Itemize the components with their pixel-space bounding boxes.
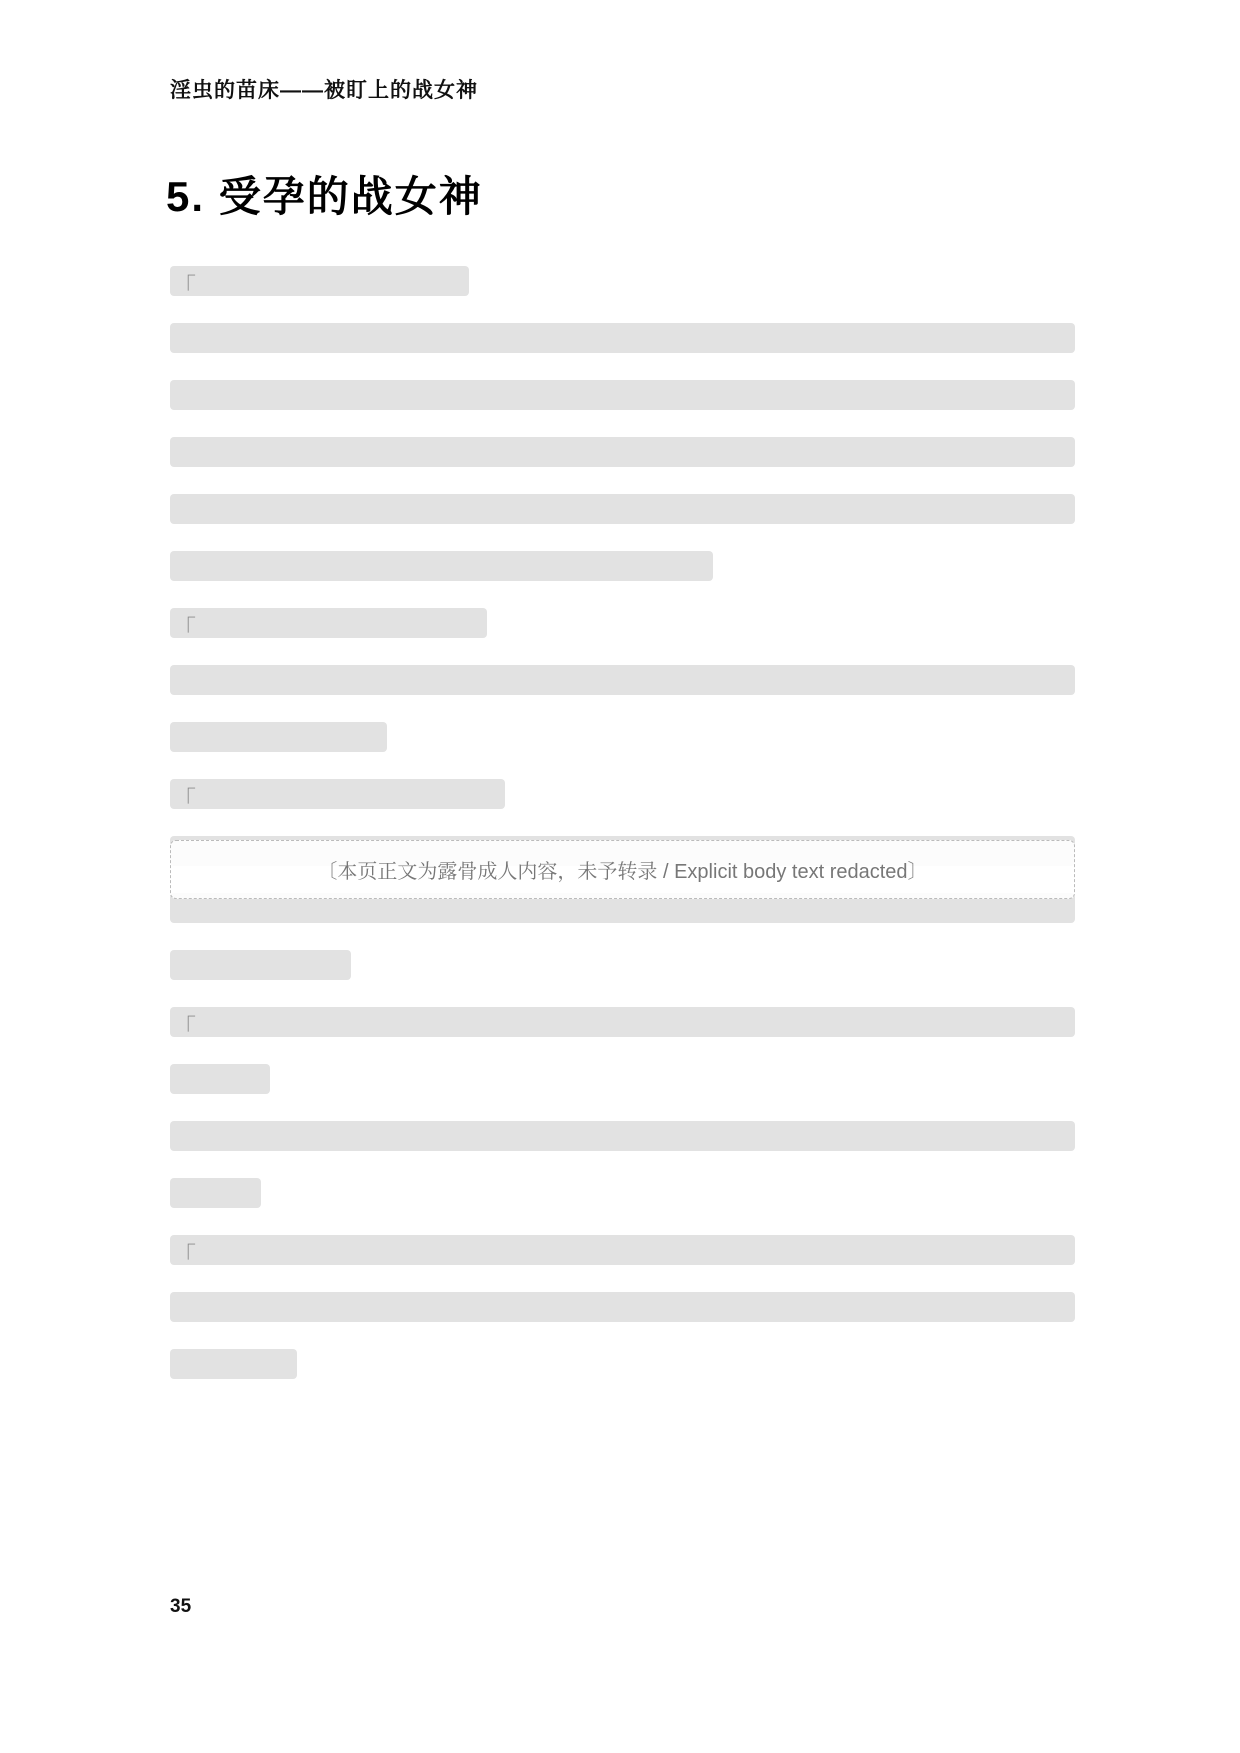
body-text-block — [170, 266, 1075, 1406]
redacted-text-line — [170, 950, 351, 980]
redacted-text-line — [170, 551, 713, 581]
redacted-paragraph — [170, 779, 1075, 809]
redacted-text-line — [170, 380, 1075, 410]
redacted-paragraph — [170, 1007, 1075, 1094]
redacted-text-line — [170, 1007, 1075, 1037]
redacted-text-line — [170, 665, 1075, 695]
redacted-paragraph — [170, 1235, 1075, 1379]
page-number: 35 — [170, 1596, 192, 1617]
chapter-title: 5. 受孕的战女神 — [166, 173, 483, 221]
redaction-notice: 〔本页正文为露骨成人内容，未予转录 / Explicit body text redacted〕 — [170, 840, 1075, 899]
redacted-text-line — [170, 266, 469, 296]
redacted-text-line — [170, 1064, 270, 1094]
redacted-paragraph — [170, 1121, 1075, 1208]
redacted-paragraph — [170, 323, 1075, 581]
redacted-paragraph — [170, 665, 1075, 752]
redacted-paragraph — [170, 608, 1075, 638]
redacted-text-line — [170, 1178, 261, 1208]
redacted-text-line — [170, 437, 1075, 467]
redacted-text-line — [170, 494, 1075, 524]
running-header-title: 淫虫的苗床——被盯上的战女神 — [170, 79, 478, 102]
redacted-text-line — [170, 1121, 1075, 1151]
redacted-text-line — [170, 1349, 297, 1379]
redacted-text-line — [170, 323, 1075, 353]
redacted-text-line — [170, 1235, 1075, 1265]
redacted-paragraph — [170, 266, 1075, 296]
redacted-text-line — [170, 608, 487, 638]
redacted-text-line — [170, 722, 387, 752]
redacted-text-line — [170, 779, 505, 809]
redacted-text-line — [170, 1292, 1075, 1322]
